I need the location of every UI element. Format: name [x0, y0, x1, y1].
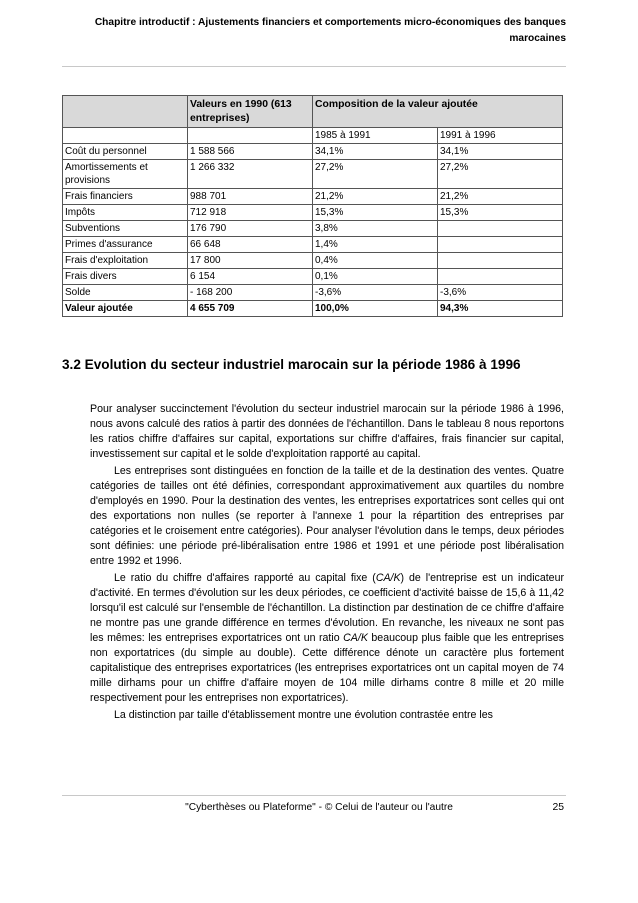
paragraph-3 [90, 571, 564, 706]
header-line-1: Chapitre introductif : Ajustements financiers et comportements micro-économiques des banques [94, 17, 566, 28]
table-total-row [63, 301, 563, 317]
header-line-2: marocaines [509, 33, 566, 44]
row-share-1: -3,6% [313, 285, 438, 301]
subheader-cell-empty [188, 128, 313, 144]
row-share-2: 34,1% [438, 144, 563, 160]
section-title: 3.2 Evolution du secteur industriel marocain sur la période 1986 à 1996 [62, 357, 521, 372]
page-number: 25 [552, 802, 564, 813]
row-share-1: 27,2% [313, 160, 438, 189]
table-row [63, 205, 563, 221]
table-row [63, 160, 563, 189]
row-label: Solde [63, 285, 188, 301]
row-share-2: 27,2% [438, 160, 563, 189]
subheader-cell-empty [63, 128, 188, 144]
section-body [90, 402, 564, 723]
footer-credit: "Cyberthèses ou Plateforme" - © Celui de l'auteur ou l'autre [185, 802, 453, 813]
row-share-1: 21,2% [313, 189, 438, 205]
row-share-2 [438, 221, 563, 237]
paragraph-3-part-a: Le ratio du chiffre d'affaires rapporté au capital fixe ( [114, 572, 376, 584]
paragraph-1: Pour analyser succinctement l'évolution du secteur industriel marocain sur la période 1986 à 1996, nous avons calculé des ratios à partir des données de l'échantillon. Dans le tableau 8 nous reportons les ratios chiffre d'affaires sur capital, exportations sur chiffre d'affaires, frais financier sur capital, investissement sur capital et le solde d'exploitation rapporté au capital. [90, 403, 564, 460]
row-value: 6 154 [188, 269, 313, 285]
total-share-1: 100,0% [313, 301, 438, 317]
row-share-2 [438, 237, 563, 253]
header-cell-values: Valeurs en 1990 (613 entreprises) [188, 96, 313, 128]
row-label: Amortissements et provisions [63, 160, 188, 189]
table-row [63, 144, 563, 160]
total-value: 4 655 709 [188, 301, 313, 317]
paragraph-3-part-c: beaucoup plus faible que les entreprises non exportatrices (du simple au double). Cette différence dénote un caractère plus fortement capitalistique des entreprises exportatrices (les entreprises exportatrices ont un capital moyen de 74 mille dirhams pour un chiffre d'affaire moyen de 104 mille dirhams contre 8 mille et 20 mille respectivement pour les entreprises non exportatrices). [90, 632, 564, 704]
row-label: Frais divers [63, 269, 188, 285]
row-share-1: 1,4% [313, 237, 438, 253]
subheader-cell-period-1: 1985 à 1991 [313, 128, 438, 144]
row-share-1: 0,4% [313, 253, 438, 269]
header-cell-composition: Composition de la valeur ajoutée [313, 96, 563, 128]
row-value: 988 701 [188, 189, 313, 205]
paragraph-2: Les entreprises sont distinguées en fonction de la taille et de la destination des ventes. Quatre catégories de tailles ont été définies, correspondant approximativement aux quartiles du nombre d'employés en 1990. Pour la destination des ventes, les entreprises exportatrices sont celles qui ont des exportations non nulles (se reporter à l'annexe 1 pour la répartition des entreprises par catégories et le croisement entre catégories). Pour analyser l'évolution dans le temps, deux périodes sont définies: une période pré-libéralisation entre 1986 et 1991 et une période post libéralisation entre 1992 et 1996. [90, 465, 564, 567]
table-row [63, 253, 563, 269]
row-share-2 [438, 253, 563, 269]
value-added-table [62, 95, 563, 317]
table-subheader-row [63, 128, 563, 144]
table-row [63, 221, 563, 237]
row-share-1: 3,8% [313, 221, 438, 237]
row-share-1: 0,1% [313, 269, 438, 285]
row-label: Primes d'assurance [63, 237, 188, 253]
header-cell-empty [63, 96, 188, 128]
ratio-term: CA/K [375, 572, 401, 584]
paragraph-3-part-b: ) de l'entreprise est un indicateur d'activité. En termes d'évolution sur les deux périodes, ce coefficient d'activité baisse de 15,6 à 11,42 lorsqu'il est calculé sur l'ensemble de l'échantillon. La distinction par destination de ce chiffre d'affaire ne montre pas une grande différence en termes d'évolution. En revanche, les niveaux ne sont pas les mêmes: les entreprises exportatrices ont un ratio [90, 572, 564, 644]
row-share-1: 15,3% [313, 205, 438, 221]
row-label: Impôts [63, 205, 188, 221]
footer-divider [62, 795, 566, 796]
table-header-row [63, 96, 563, 128]
row-value: 712 918 [188, 205, 313, 221]
row-label: Frais financiers [63, 189, 188, 205]
table-row [63, 285, 563, 301]
row-label: Subventions [63, 221, 188, 237]
total-share-2: 94,3% [438, 301, 563, 317]
row-value: 66 648 [188, 237, 313, 253]
total-label: Valeur ajoutée [63, 301, 188, 317]
row-share-2: 15,3% [438, 205, 563, 221]
row-label: Coût du personnel [63, 144, 188, 160]
row-share-2 [438, 269, 563, 285]
row-label: Frais d'exploitation [63, 253, 188, 269]
table-row [63, 189, 563, 205]
header-divider [62, 66, 566, 67]
row-value: 1 266 332 [188, 160, 313, 189]
row-share-1: 34,1% [313, 144, 438, 160]
ratio-term: CA/K [343, 632, 368, 644]
row-value: - 168 200 [188, 285, 313, 301]
paragraph-4: La distinction par taille d'établissement montre une évolution contrastée entre les [114, 709, 493, 721]
running-header [62, 15, 566, 47]
row-value: 1 588 566 [188, 144, 313, 160]
row-value: 17 800 [188, 253, 313, 269]
row-value: 176 790 [188, 221, 313, 237]
row-share-2: -3,6% [438, 285, 563, 301]
table-row [63, 237, 563, 253]
table-row [63, 269, 563, 285]
row-share-2: 21,2% [438, 189, 563, 205]
subheader-cell-period-2: 1991 à 1996 [438, 128, 563, 144]
